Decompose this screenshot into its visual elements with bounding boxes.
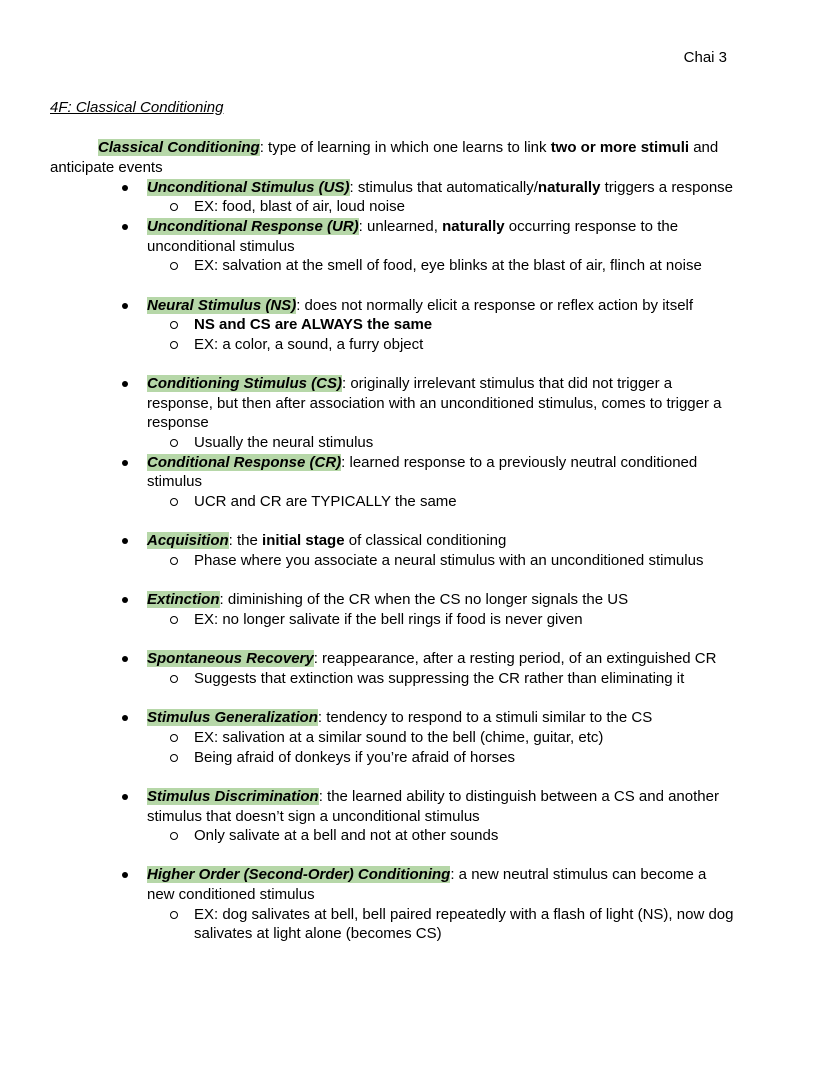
text-run: Being afraid of donkeys if you’re afraid of horses xyxy=(194,748,516,766)
hollow-circle-bullet-icon xyxy=(170,610,194,624)
item-text xyxy=(194,315,737,335)
filled-circle-bullet-icon xyxy=(122,787,147,800)
bullet-item xyxy=(50,590,737,610)
hollow-circle-bullet-icon xyxy=(170,728,194,742)
text-run: Usually the neural stimulus xyxy=(194,434,374,452)
highlighted-term: Extinction xyxy=(147,591,220,609)
text-run: naturally xyxy=(537,178,601,196)
item-text xyxy=(147,708,737,728)
text-run: UCR and CR are TYPICALLY the same xyxy=(194,493,457,511)
blank-line xyxy=(50,689,737,709)
item-text xyxy=(194,610,737,630)
bullet-item xyxy=(50,217,737,256)
highlighted-term: Classical Conditioning xyxy=(98,139,260,157)
item-text xyxy=(147,531,737,551)
page-header-text: Chai 3 xyxy=(683,49,727,66)
text-run: : learned response to a previously neutral conditioned stimulus xyxy=(147,453,698,491)
filled-circle-bullet-icon xyxy=(122,531,147,544)
text-run: : type of learning in which one learns to link xyxy=(259,139,551,157)
text-run: EX: food, blast of air, loud noise xyxy=(194,198,405,216)
highlighted-term: Stimulus Discrimination xyxy=(147,787,319,805)
blank-line xyxy=(50,512,737,532)
text-run: Only salivate at a bell and not at other sounds xyxy=(194,827,499,845)
paragraph xyxy=(50,138,737,177)
item-text xyxy=(147,217,737,256)
highlighted-term: Conditioning Stimulus (CS) xyxy=(147,375,342,393)
text-run: : diminishing of the CR when the CS no longer signals the US xyxy=(219,591,629,609)
item-text xyxy=(147,787,737,826)
bullet-item xyxy=(50,649,737,669)
blank-line xyxy=(50,355,737,375)
bullet-item xyxy=(50,374,737,433)
hollow-circle-bullet-icon xyxy=(170,551,194,565)
filled-circle-bullet-icon xyxy=(122,590,147,603)
text-run: initial stage xyxy=(262,532,345,550)
item-text xyxy=(147,649,737,669)
bullet-item xyxy=(50,708,737,728)
item-text xyxy=(194,335,737,355)
item-text xyxy=(194,905,737,944)
text-run: : a new neutral stimulus can become a new conditioned stimulus xyxy=(147,866,707,904)
text-run: : the learned ability to distinguish between a CS and another stimulus that doesn’t sign a unconditional stimulus xyxy=(147,787,719,825)
bullet-item xyxy=(50,865,737,904)
item-text xyxy=(147,453,737,492)
document-body xyxy=(50,138,737,944)
filled-circle-bullet-icon xyxy=(122,453,147,466)
text-run: EX: no longer salivate if the bell rings if food is never given xyxy=(194,611,583,628)
hollow-circle-bullet-icon xyxy=(170,669,194,683)
highlighted-term: Acquisition xyxy=(147,532,229,550)
sub-bullet-item xyxy=(50,197,737,217)
item-text xyxy=(194,551,737,571)
text-run: EX: a color, a sound, a furry object xyxy=(194,335,424,353)
blank-line xyxy=(50,276,737,296)
item-text xyxy=(194,492,737,512)
text-run: EX: salivation at a similar sound to the bell (chime, guitar, etc) xyxy=(194,728,604,746)
filled-circle-bullet-icon xyxy=(122,296,147,309)
text-run: EX: salvation at the smell of food, eye blinks at the blast of air, flinch at noise xyxy=(194,257,702,275)
hollow-circle-bullet-icon xyxy=(170,905,194,919)
text-run: : stimulus that automatically/ xyxy=(349,178,538,196)
bullet-item xyxy=(50,453,737,492)
hollow-circle-bullet-icon xyxy=(170,256,194,270)
text-run: Suggests that extinction was suppressing the CR rather than eliminating it xyxy=(194,669,685,687)
hollow-circle-bullet-icon xyxy=(170,197,194,211)
filled-circle-bullet-icon xyxy=(122,708,147,721)
text-run: : originally irrelevant stimulus that did not trigger a response, but then after association with an unconditioned stimulus, comes to trigger a response xyxy=(147,375,722,432)
item-text xyxy=(194,826,737,846)
sub-bullet-item xyxy=(50,256,737,276)
hollow-circle-bullet-icon xyxy=(170,335,194,349)
sub-bullet-item xyxy=(50,669,737,689)
blank-line xyxy=(50,630,737,650)
blank-line xyxy=(50,846,737,866)
item-text xyxy=(147,590,737,610)
item-text xyxy=(194,256,737,276)
text-run: EX: dog salivates at bell, bell paired repeatedly with a flash of light (NS), now dog salivates at light alone (becomes CS) xyxy=(194,905,734,943)
sub-bullet-item xyxy=(50,748,737,768)
sub-bullet-item xyxy=(50,905,737,944)
filled-circle-bullet-icon xyxy=(122,649,147,662)
text-run: : reappearance, after a resting period, of an extinguished CR xyxy=(313,650,717,668)
highlighted-term: Stimulus Generalization xyxy=(147,709,318,727)
bullet-item xyxy=(50,178,737,198)
item-text xyxy=(194,728,737,748)
sub-bullet-item xyxy=(50,492,737,512)
text-run: triggers a response xyxy=(600,178,734,196)
text-run: NS and CS are ALWAYS the same xyxy=(194,316,433,334)
sub-bullet-item xyxy=(50,826,737,846)
filled-circle-bullet-icon xyxy=(122,217,147,230)
text-run: naturally xyxy=(442,217,505,235)
item-text xyxy=(147,178,737,198)
text-run: : tendency to respond to a stimuli similar to the CS xyxy=(317,709,653,727)
hollow-circle-bullet-icon xyxy=(170,433,194,447)
item-text xyxy=(194,669,737,689)
item-text xyxy=(147,296,737,316)
item-text xyxy=(147,374,737,433)
hollow-circle-bullet-icon xyxy=(170,315,194,329)
highlighted-term: Spontaneous Recovery xyxy=(147,650,314,668)
sub-bullet-item xyxy=(50,433,737,453)
filled-circle-bullet-icon xyxy=(122,178,147,191)
highlighted-term: Conditional Response (CR) xyxy=(147,453,342,471)
highlighted-term: Unconditional Response (UR) xyxy=(147,217,359,235)
blank-line xyxy=(50,767,737,787)
item-text xyxy=(194,197,737,217)
text-run: Phase where you associate a neural stimulus with an unconditioned stimulus xyxy=(194,552,704,570)
blank-line xyxy=(50,571,737,591)
text-run: of classical conditioning xyxy=(344,532,507,550)
page-header xyxy=(50,48,727,68)
hollow-circle-bullet-icon xyxy=(170,492,194,506)
item-text xyxy=(147,865,737,904)
item-text xyxy=(194,748,737,768)
bullet-item xyxy=(50,296,737,316)
text-run: : the xyxy=(228,532,263,550)
sub-bullet-item xyxy=(50,728,737,748)
highlighted-term: Unconditional Stimulus (US) xyxy=(147,178,350,196)
highlighted-term: Higher Order (Second-Order) Conditioning xyxy=(147,866,451,884)
text-run: : does not normally elicit a response or reflex action by itself xyxy=(296,296,694,314)
section-title: 4F: Classical Conditioning xyxy=(50,98,224,116)
text-run: two or more stimuli xyxy=(550,139,690,157)
sub-bullet-item xyxy=(50,335,737,355)
text-run: : unlearned, xyxy=(358,217,443,235)
item-text xyxy=(194,433,737,453)
sub-bullet-item xyxy=(50,551,737,571)
hollow-circle-bullet-icon xyxy=(170,826,194,840)
text-run: and anticipate events xyxy=(50,139,719,176)
filled-circle-bullet-icon xyxy=(122,374,147,387)
text-run: occurring response to the unconditional stimulus xyxy=(147,217,679,255)
sub-bullet-item xyxy=(50,610,737,630)
highlighted-term: Neural Stimulus (NS) xyxy=(147,296,297,314)
filled-circle-bullet-icon xyxy=(122,865,147,878)
sub-bullet-item xyxy=(50,315,737,335)
hollow-circle-bullet-icon xyxy=(170,748,194,762)
bullet-item xyxy=(50,787,737,826)
bullet-item xyxy=(50,531,737,551)
item-text xyxy=(50,139,718,176)
